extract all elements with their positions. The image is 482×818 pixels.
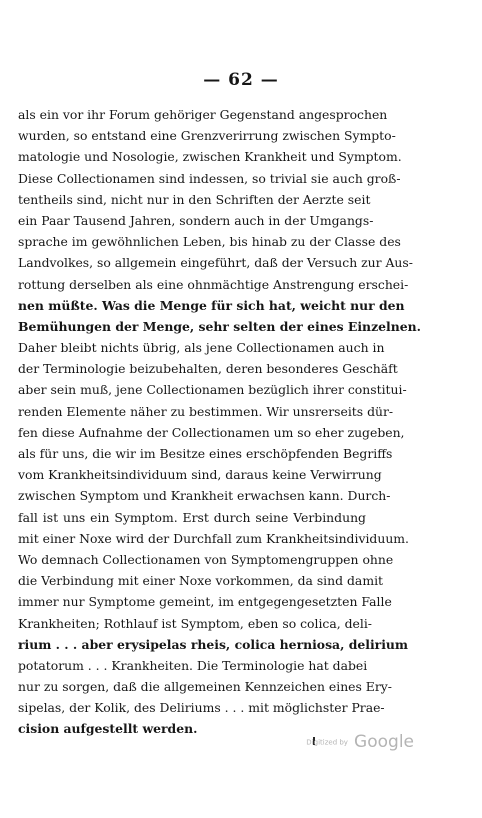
text-line: Wo demnach Collectionamen von Symptomengruppen ohne [18,551,394,567]
text-line: Bemühungen der Menge, sehr selten der eines Einzelnen. [18,318,421,334]
text-line: als ein vor ihr Forum gehöriger Gegenstand angesprochen [18,107,388,122]
text-line: Krankheiten; Rothlauf ist Symptom, eben so colica, deli- [18,615,372,631]
digitized-watermark [306,732,414,753]
text-line: nur zu sorgen, daß die allgemeinen Kennzeichen eines Ery- [18,679,392,695]
watermark-prefix: Digitized by [306,738,348,746]
text-line: zwischen Symptom und Krankheit erwachsen kann. Durch- [18,488,391,504]
page-number: — 62 — [203,70,279,90]
text-line: potatorum . . . Krankheiten. Die Terminologie hat dabei [18,657,368,673]
text-line: als für uns, die wir im Besitze eines erschöpfenden Begriffs [18,446,393,461]
text-line: cision aufgestellt werden. [18,721,198,737]
text-line: rottung derselben als eine ohnmächtige Anstrengung erschei- [18,276,409,292]
text-line: rium . . . aber erysipelas rheis, colica herniosa, delirium [18,636,409,652]
text-line: Daher bleibt nichts übrig, als jene Collectionamen auch in [18,340,385,356]
text-line: sprache im gewöhnlichen Leben, bis hinab zu der Classe des [18,234,401,250]
text-line: Landvolkes, so allgemein eingeführt, daß der Versuch zur Aus- [18,255,413,271]
text-line: fall ist uns ein Symptom. Erst durch seine Verbindung [18,509,366,525]
watermark-logo: Google [354,732,414,752]
text-line: matologie und Nosologie, zwischen Krankheit und Symptom. [18,149,402,165]
text-line: vom Krankheitsindividuum sind, daraus keine Verwirrung [18,467,382,483]
text-line: nen müßte. Was die Menge für sich hat, weicht nur den [18,297,405,313]
text-line: fen diese Aufnahme der Collectionamen um so eher zugeben, [18,424,405,440]
text-line: ein Paar Tausend Jahren, sondern auch in der Umgangs- [18,212,374,228]
text-line: mit einer Noxe wird der Durchfall zum Krankheitsindividuum. [18,530,409,546]
text-line: aber sein muß, jene Collectionamen bezüglich ihrer constitui- [18,382,407,398]
text-line: wurden, so entstand eine Grenzverirrung zwischen Sympto- [18,128,396,144]
text-line: immer nur Symptome gemeint, im entgegengesetzten Falle [18,594,392,610]
text-line: die Verbindung mit einer Noxe vorkommen, da sind damit [18,573,384,589]
text-line: der Terminologie beizubehalten, deren besonderes Geschäft [18,361,398,377]
body-text [18,104,421,740]
text-line: renden Elemente näher zu bestimmen. Wir unsrerseits dür- [18,403,394,419]
text-line: sipelas, der Kolik, des Deliriums . . . mit möglichster Prae- [18,700,385,716]
text-line: Diese Collectionamen sind indessen, so trivial sie auch groß- [18,170,401,186]
text-line: tentheils sind, nicht nur in den Schriften der Aerzte seit [18,191,371,207]
